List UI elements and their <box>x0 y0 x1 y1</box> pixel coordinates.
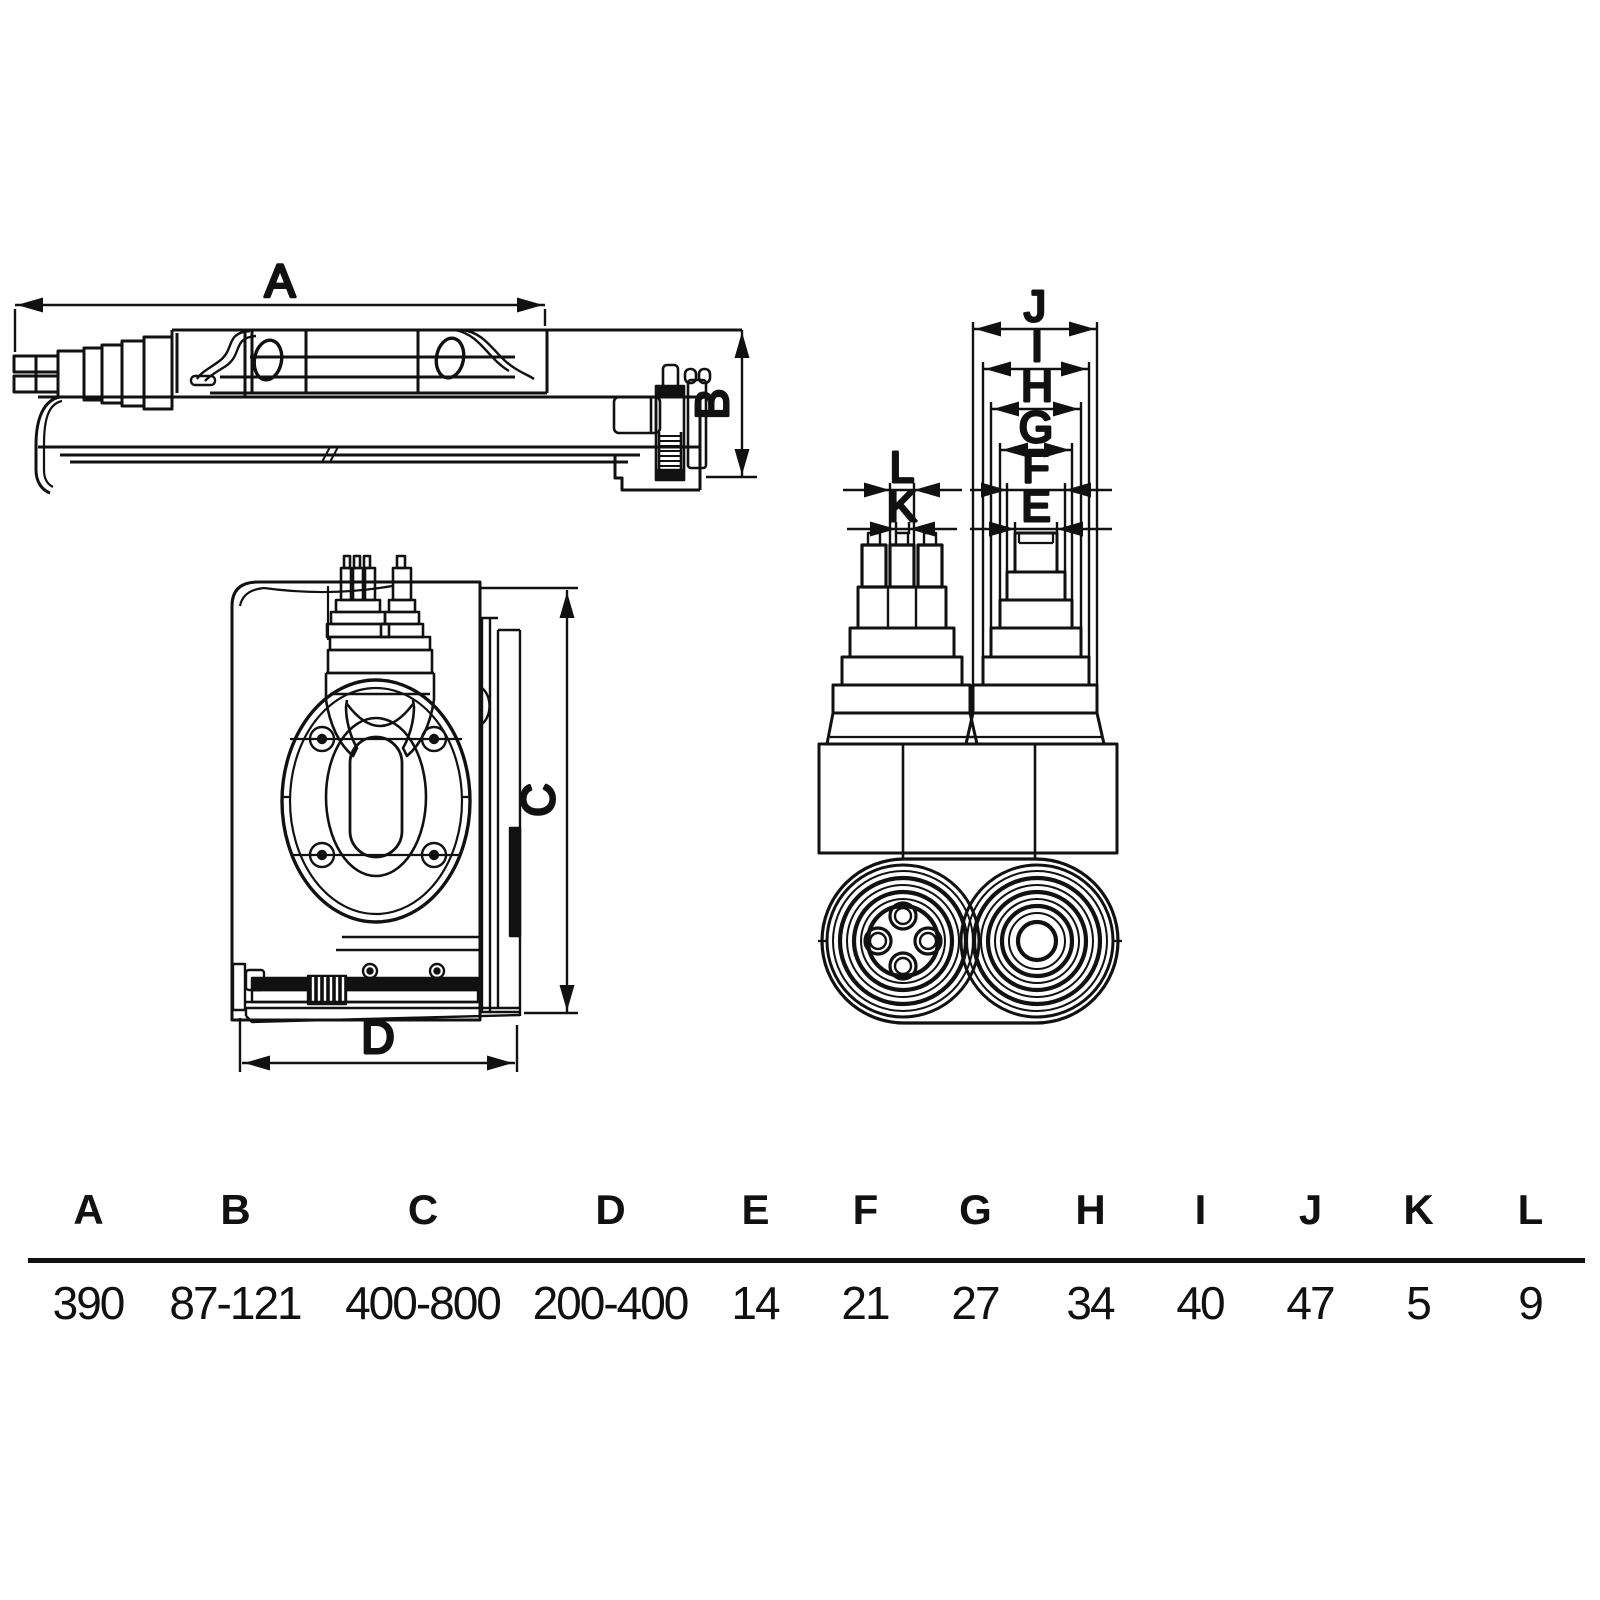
right-ring-stack <box>961 865 1113 1017</box>
dim-label-d: D <box>361 1011 395 1063</box>
dim-label-i: I <box>1030 322 1044 371</box>
table-header-b: B <box>220 1186 250 1233</box>
dim-label-g: G <box>1018 403 1054 452</box>
table-value-j: 47 <box>1286 1277 1334 1329</box>
dim-label-f: F <box>1022 443 1050 492</box>
table-header-i: I <box>1194 1186 1206 1233</box>
lower-base <box>36 397 700 493</box>
top-body-outline <box>232 582 480 1020</box>
table-value-c: 400-800 <box>345 1277 500 1329</box>
table-value-i: 40 <box>1176 1277 1224 1329</box>
table-value-l: 9 <box>1518 1277 1542 1329</box>
table-value-e: 14 <box>731 1277 779 1329</box>
top-view-glands <box>326 556 434 756</box>
table-header-a: A <box>73 1186 103 1233</box>
base-seal-rings <box>818 859 1122 1023</box>
dim-label-c: C <box>512 783 564 817</box>
right-gland <box>966 533 1104 744</box>
side-view <box>14 255 757 493</box>
table-value-k: 5 <box>1406 1277 1430 1329</box>
table-header-k: K <box>1403 1186 1433 1233</box>
table-header-c: C <box>407 1186 438 1233</box>
cable-prongs <box>14 356 58 392</box>
table-value-f: 21 <box>841 1277 889 1329</box>
left-ring-stack <box>827 865 979 1017</box>
table-header-f: F <box>852 1186 878 1233</box>
top-view <box>232 556 578 1072</box>
table-header-d: D <box>595 1186 625 1233</box>
table-header-j: J <box>1298 1186 1322 1233</box>
gland-body-block <box>819 744 1117 859</box>
table-value-d: 200-400 <box>532 1277 688 1329</box>
table-value-a: 390 <box>52 1277 124 1329</box>
left-gland <box>827 533 977 744</box>
front-view <box>818 282 1122 1023</box>
table-header-e: E <box>741 1186 769 1233</box>
dim-label-k: K <box>887 482 917 531</box>
dim-label-e: E <box>1021 482 1051 531</box>
dim-label-l: L <box>889 443 915 492</box>
table-header-g: G <box>959 1186 991 1233</box>
top-view-rail <box>233 937 520 1022</box>
table-header-h: H <box>1075 1186 1105 1233</box>
table-value-b: 87-121 <box>169 1277 301 1329</box>
oval-seal-plate <box>282 680 470 922</box>
dim-label-j: J <box>1024 282 1046 331</box>
dim-label-h: H <box>1021 362 1053 411</box>
table-header-l: L <box>1517 1186 1543 1233</box>
clamp-bracket <box>614 365 710 480</box>
table-value-g: 27 <box>951 1277 999 1329</box>
dim-label-b: B <box>686 388 738 420</box>
dim-label-a: A <box>264 255 296 307</box>
table-value-h: 34 <box>1066 1277 1114 1329</box>
